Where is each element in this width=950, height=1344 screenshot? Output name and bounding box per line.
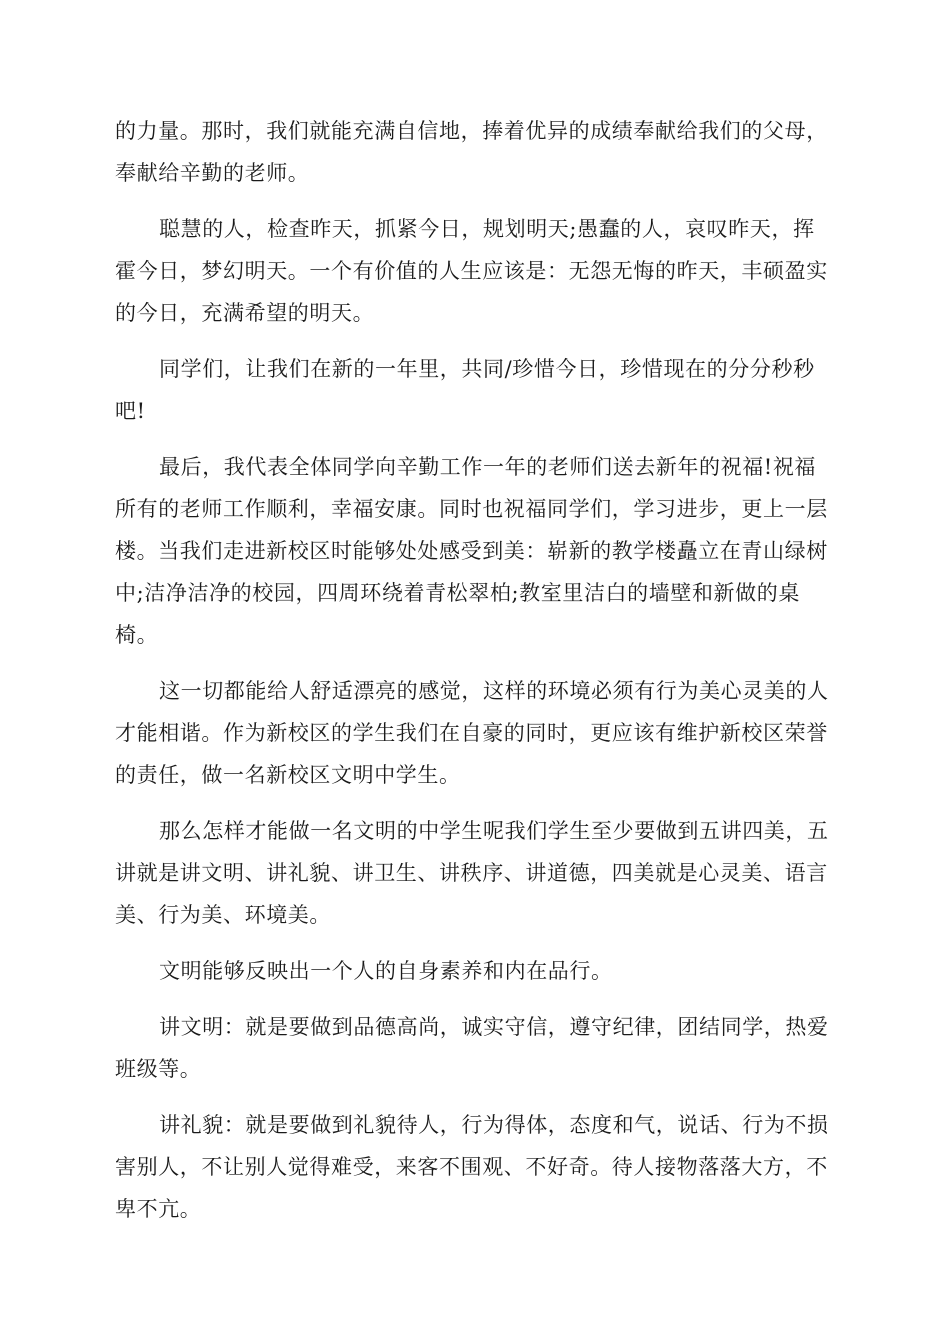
paragraph-6: 那么怎样才能做一名文明的中学生呢我们学生至少要做到五讲四美，五讲就是讲文明、讲礼貌、讲卫生、讲秩序、讲道德，四美就是心灵美、语言美、行为美、环境美。 <box>115 819 829 927</box>
document-body <box>115 110 835 1244</box>
paragraph-7: 文明能够反映出一个人的自身素养和内在品行。 <box>159 959 613 983</box>
paragraph-5: 这一切都能给人舒适漂亮的感觉，这样的环境必须有行为美心灵美的人才能相谐。作为新校区的学生我们在自豪的同时，更应该有维护新校区荣誉的责任，做一名新校区文明中学生。 <box>115 679 829 787</box>
paragraph-3: 同学们，让我们在新的一年里，共同/珍惜今日，珍惜现在的分分秒秒吧! <box>115 357 815 423</box>
paragraph-9: 讲礼貌：就是要做到礼貌待人，行为得体，态度和气，说话、行为不损害别人，不让别人觉得难受，来客不围观、不好奇。待人接物落落大方，不卑不亢。 <box>115 1113 829 1221</box>
paragraph-1: 的力量。那时，我们就能充满自信地，捧着优异的成绩奉献给我们的父母，奉献给辛勤的老师。 <box>115 119 828 185</box>
paragraph-2: 聪慧的人，检查昨天，抓紧今日，规划明天;愚蠢的人，哀叹昨天，挥霍今日，梦幻明天。一个有价值的人生应该是：无怨无悔的昨天，丰硕盈实的今日，充满希望的明天。 <box>115 217 828 325</box>
paragraph-4: 最后，我代表全体同学向辛勤工作一年的老师们送去新年的祝福!祝福所有的老师工作顺利，幸福安康。同时也祝福同学们，学习进步，更上一层楼。当我们走进新校区时能够处处感受到美：崭新的教学楼矗立在青山绿树中;洁净洁净的校园，四周环绕着青松翠柏;教室里洁白的墙壁和新做的桌椅。 <box>115 455 828 647</box>
paragraph-8: 讲文明：就是要做到品德高尚，诚实守信，遵守纪律，团结同学，热爱班级等。 <box>115 1015 829 1081</box>
